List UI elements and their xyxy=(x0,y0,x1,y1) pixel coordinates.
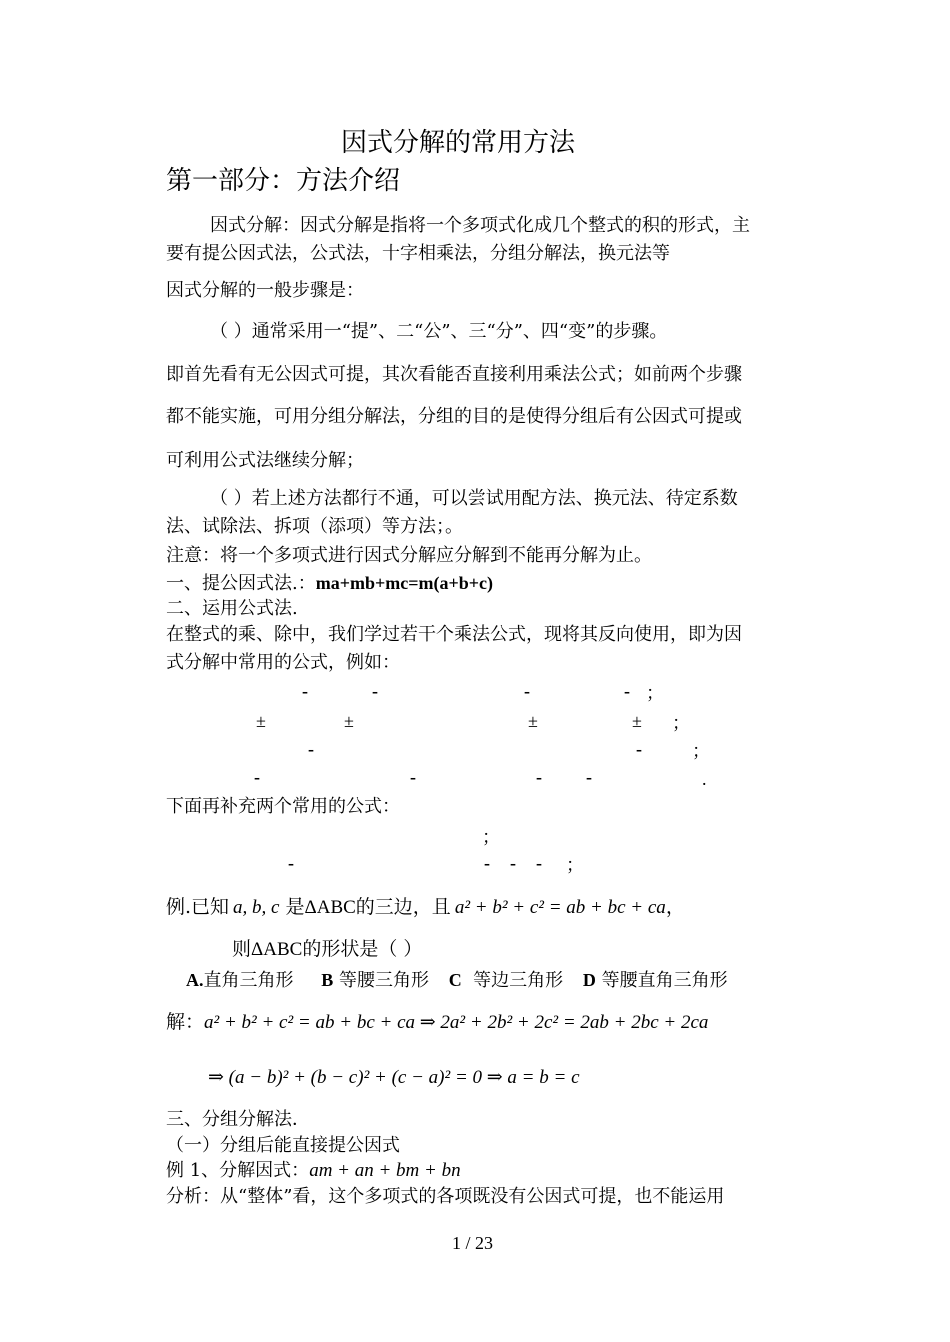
option-a: A.直角三角形 xyxy=(186,970,294,991)
page-number: 1 / 23 xyxy=(452,1233,494,1253)
intro-line-2: 要有提公因式法，公式法，十字相乘法，分组分解法，换元法等 xyxy=(166,243,670,264)
step1-line-1: （ ）通常采用一“提”、二“公”、三“分”、四“变”的步骤。 xyxy=(210,321,668,342)
part-heading: 第一部分：方法介绍 xyxy=(166,166,401,196)
formula-semicolon: ； xyxy=(566,855,584,875)
step2-line-2: 法、试除法、拆项（添项）等方法；。 xyxy=(166,516,463,537)
method2-text-2: 式分解中常用的公式，例如： xyxy=(166,652,400,673)
method1-label: 一、提公因式法.： xyxy=(166,573,316,594)
example-1: 例 1、分解因式：am + an + bm + bn xyxy=(166,1160,461,1181)
formula-semicolon: ； xyxy=(482,827,500,847)
step1-line-3: 都不能实施，可用分组分解法，分组的目的是使得分组后有公因式可提或 xyxy=(166,406,742,427)
step2-line-1: （ ）若上述方法都行不通，可以尝试用配方法、换元法、待定系数 xyxy=(210,488,738,509)
formula-minus: - xyxy=(288,853,294,873)
option-b: B 等腰三角形 xyxy=(321,970,429,991)
method3-label: 三、分组分解法． xyxy=(166,1109,310,1130)
intro-line-1: 因式分解：因式分解是指将一个多项式化成几个整式的积的形式，主 xyxy=(210,215,750,236)
method1 xyxy=(166,572,493,595)
method1-formula: ma+mb+mc=m(a+b+c) xyxy=(315,573,493,593)
formula-minus: - xyxy=(372,681,378,701)
formula-minus: - xyxy=(536,853,542,873)
example-question: 则ΔABC的形状是（ ） xyxy=(232,938,423,960)
note: 注意：将一个多项式进行因式分解应分解到不能再分解为止。 xyxy=(166,545,652,566)
triangle-abc: ΔABC xyxy=(304,897,356,918)
formula-minus: - xyxy=(308,739,314,759)
step1-line-2: 即首先看有无公因式可提，其次看能否直接利用乘法公式；如前两个步骤 xyxy=(166,364,742,385)
formula-minus: - xyxy=(302,681,308,701)
formula-period: . xyxy=(702,769,707,789)
formula-plus-minus: ± xyxy=(528,711,538,731)
analysis: 分析：从“整体”看，这个多项式的各项既没有公因式可提，也不能运用 xyxy=(166,1186,725,1207)
formula-minus: - xyxy=(254,767,260,787)
example-vars: a, b, c xyxy=(233,897,280,918)
solution-line-1: 解：a² + b² + c² = ab + bc + ca ⇒ 2a² + 2b² + 2c² = 2ab + 2bc + 2ca xyxy=(166,1011,709,1033)
formula-plus-minus: ± xyxy=(344,711,354,731)
formula-semicolon: ； xyxy=(692,741,710,761)
method2-text-1: 在整式的乘、除中，我们学过若干个乘法公式，现将其反向使用，即为因 xyxy=(166,624,742,645)
formula-minus: - xyxy=(484,853,490,873)
formula-minus: - xyxy=(524,681,530,701)
option-d: D 等腰直角三角形 xyxy=(582,970,728,991)
method3-sub: （一）分组后能直接提公因式 xyxy=(166,1135,400,1156)
answer-options xyxy=(186,969,728,992)
example-1-expression: am + an + bm + bn xyxy=(309,1160,461,1181)
supplement-text: 下面再补充两个常用的公式： xyxy=(166,796,400,817)
page-title: 因式分解的常用方法 xyxy=(341,128,576,158)
formula-minus: - xyxy=(586,767,592,787)
formula-minus: - xyxy=(636,739,642,759)
steps-heading: 因式分解的一般步骤是： xyxy=(166,280,364,301)
formula-minus: - xyxy=(536,767,542,787)
solution-line-2: ⇒ (a − b)² + (b − c)² + (c − a)² = 0 ⇒ a = b = c xyxy=(208,1067,580,1088)
example-statement: 例.已知 a, b, c 是ΔABC的三边，且 a² + b² + c² = ab + bc + ca， xyxy=(166,896,685,918)
formula-semicolon: ； xyxy=(646,683,664,703)
step1-line-4: 可利用公式法继续分解； xyxy=(166,450,364,471)
formula-minus: - xyxy=(410,767,416,787)
formula-minus: - xyxy=(510,853,516,873)
formula-plus-minus: ± xyxy=(256,711,266,731)
formula-semicolon: ； xyxy=(672,713,690,733)
option-c: C 等边三角形 xyxy=(448,970,564,991)
formula-plus-minus: ± xyxy=(632,711,642,731)
example-equation: a² + b² + c² = ab + bc + ca xyxy=(454,897,666,918)
formula-minus: - xyxy=(624,681,630,701)
method2-label: 二、运用公式法. xyxy=(166,598,298,619)
